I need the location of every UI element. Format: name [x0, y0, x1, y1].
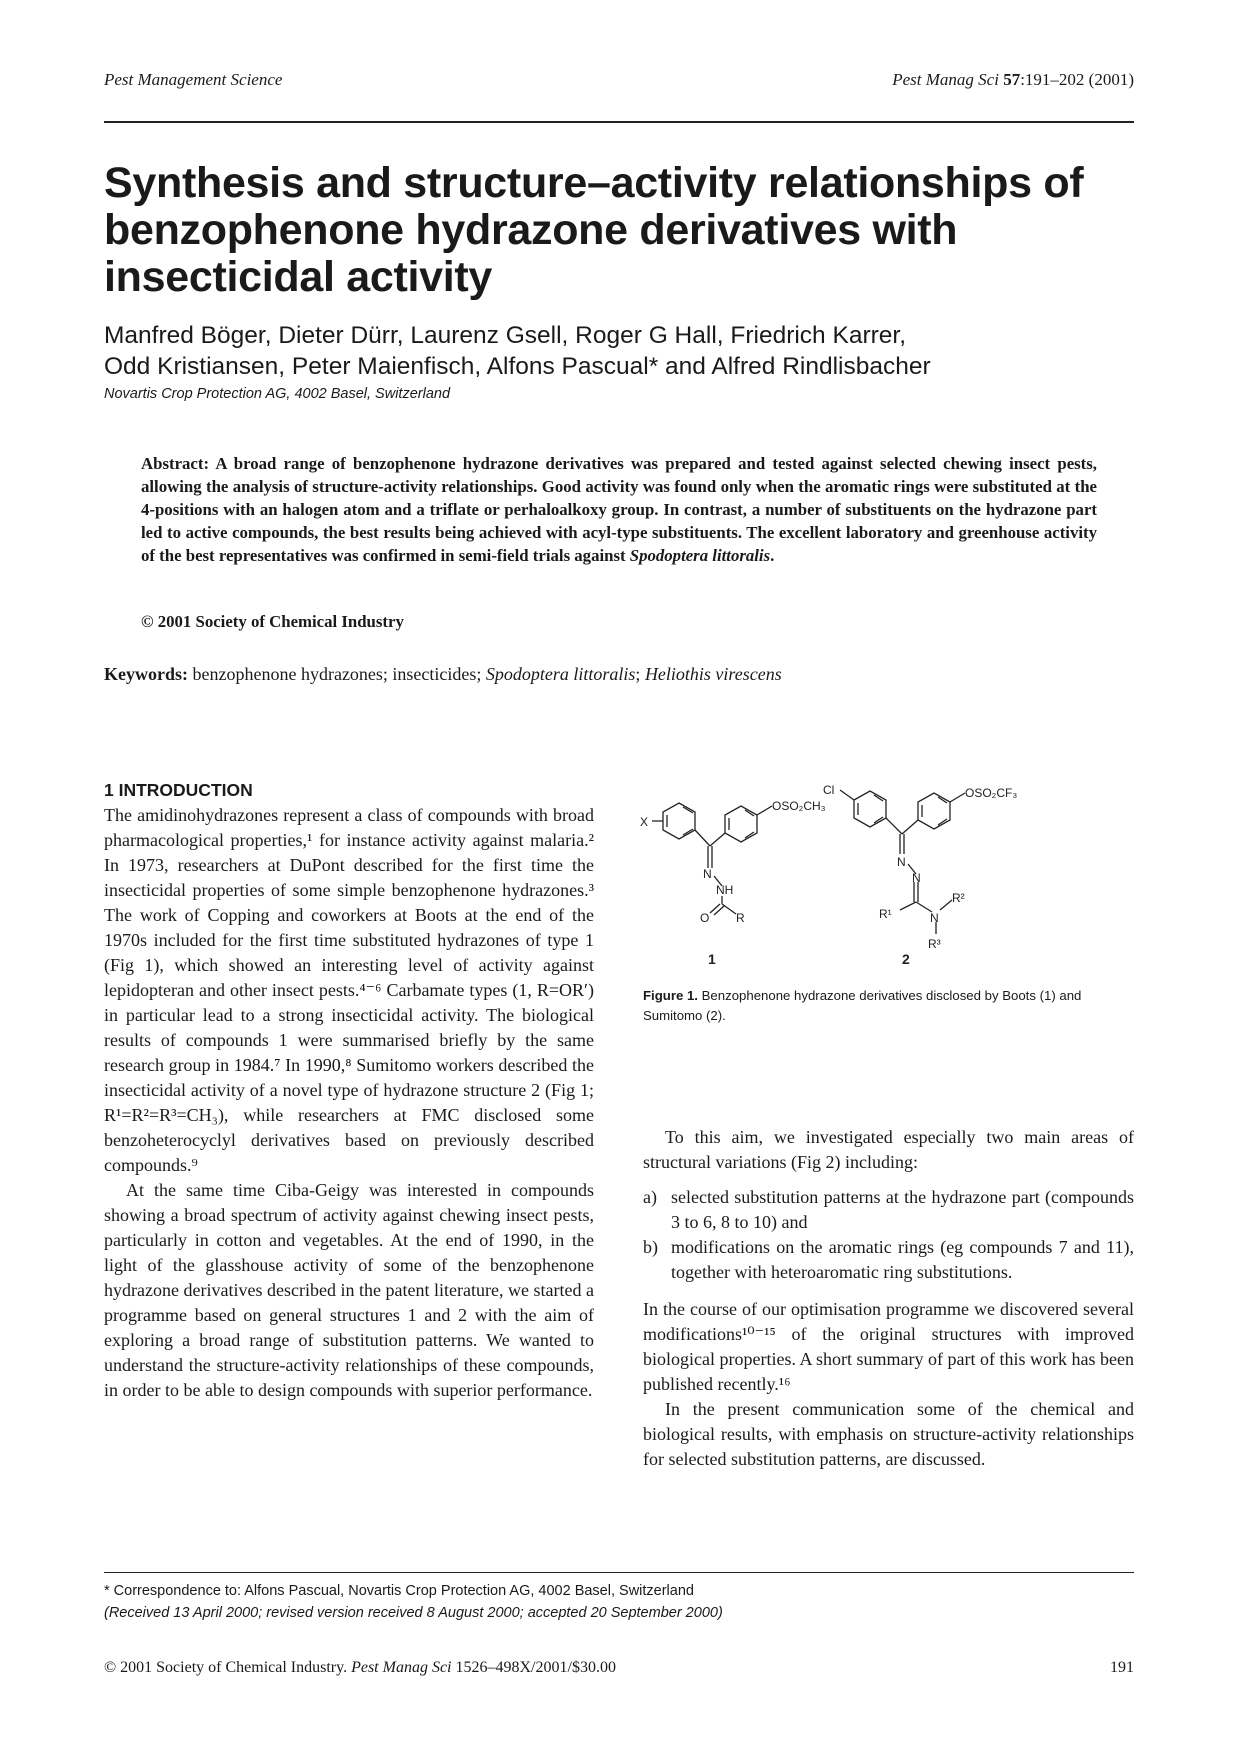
footer-journal: Pest Manag Sci — [351, 1659, 452, 1676]
author-list — [104, 320, 1134, 382]
intro-paragraph-2: At the same time Ciba-Geigy was interested in compounds showing a broad spectrum of activity against chewing insect pests, particularly in cotton and vegetables. At the end of 1990, in the light of the glasshouse activity of some of the benzophenone hydrazone derivatives described in the patent literature, we started a programme based on general structures 1 and 2 with the aim of exploring a broad range of substitution patterns. We wanted to understand the structure-activity relationships of these compounds, in order to be able to design compounds with superior performance. — [104, 1180, 594, 1400]
keywords: Keywords: benzophenone hydrazones; insecticides; Spodoptera littoralis; Heliothis virescens — [104, 664, 782, 684]
compound-2-r2: R² — [952, 891, 965, 905]
right-paragraph-3: In the present communication some of the chemical and biological results, with emphasis on structure-activity relationships for selected substitution patterns, are discussed. — [643, 1399, 1134, 1469]
keywords-plain: benzophenone hydrazones; insecticides; — [192, 664, 482, 684]
article-title: Synthesis and structure–activity relationships of benzophenone hydrazone derivatives with insecticidal activity — [104, 159, 1084, 301]
keywords-label: Keywords: — [104, 664, 188, 684]
list-item-text: modifications on the aromatic rings (eg compounds 7 and 11), together with heteroaromatic ring substitutions. — [671, 1237, 1134, 1282]
list-item — [643, 1185, 1134, 1235]
author-line-1: Manfred Böger, Dieter Dürr, Laurenz Gsell, Roger G Hall, Friedrich Karrer, — [104, 322, 907, 349]
footer-issn: 1526–498X/2001/$30.00 — [455, 1659, 616, 1676]
variation-list — [643, 1185, 1134, 1285]
list-item — [643, 1235, 1134, 1285]
running-head — [104, 70, 1134, 98]
list-item-label: b) — [643, 1237, 658, 1257]
citation-journal: Pest Manag Sci — [892, 70, 999, 89]
compound-2-n3: N — [930, 911, 939, 925]
header-rule — [104, 121, 1134, 123]
section-heading: 1 INTRODUCTION — [104, 780, 253, 800]
right-paragraph-2: In the course of our optimisation programme we discovered several modifications¹⁰⁻¹⁵ of the original structures with improved biological properties. A short summary of part of this work has been published recently.¹⁶ — [643, 1299, 1134, 1394]
keyword-species-2: Heliothis virescens — [644, 664, 782, 684]
compound-2-r1: R¹ — [879, 907, 892, 921]
compound-1-x: X — [640, 815, 649, 829]
list-item-label: a) — [643, 1187, 657, 1207]
compound-1-o: O — [700, 911, 710, 925]
journal-citation — [892, 70, 1134, 90]
compound-2-osocf3: OSO₂CF₃ — [965, 786, 1018, 800]
introduction-section — [104, 780, 594, 1403]
footnote-rule — [104, 1572, 1134, 1573]
journal-name: Pest Management Science — [104, 70, 283, 89]
abstract: Abstract: A broad range of benzophenone hydrazone derivatives was prepared and tested against selected chewing insect pests, allowing the analysis of structure-activity relationships. Good activity was found only when the aromatic rings were substituted at the 4-positions with an halogen atom and a triflate or perhaloalkoxy group. In contrast, a number of substituents on the hydrazone part led to active compounds, the best results being achieved with acyl-type substituents. The excellent laboratory and greenhouse activity of the best representatives was confirmed in semi-field trials against Spodoptera littoralis. — [141, 454, 1097, 565]
abstract-species: Spodoptera littoralis — [629, 546, 771, 565]
compound-1-label: 1 — [708, 951, 716, 967]
compound-2-label: 2 — [902, 951, 910, 967]
compound-2-r3: R³ — [928, 937, 941, 951]
compound-2-n1: N — [897, 855, 906, 869]
right-paragraph-1: To this aim, we investigated especially two main areas of structural variations (Fig 2) including: — [643, 1127, 1134, 1172]
list-item-text: selected substitution patterns at the hydrazone part (compounds 3 to 6, 8 to 10) and — [671, 1187, 1134, 1232]
page-footer — [104, 1659, 1134, 1677]
correspondence-note: * Correspondence to: Alfons Pascual, Novartis Crop Protection AG, 4002 Basel, Switzerland — [104, 1583, 694, 1599]
compound-1-r: R — [736, 911, 745, 925]
keyword-species-1: Spodoptera littoralis — [485, 664, 636, 684]
right-column-text — [643, 1125, 1134, 1472]
compound-1-n: N — [703, 867, 712, 881]
abstract-text: Abstract: A broad range of benzophenone hydrazone derivatives was prepared and tested against selected chewing insect pests, allowing the analysis of structure-activity relationships. Good activity was found only when the aromatic rings were substituted at the 4-positions with an halogen atom and a triflate or perhaloalkoxy group. In contrast, a number of substituents on the hydrazone part led to active compounds, the best results being achieved with acyl-type substituents. The excellent laboratory and greenhouse activity of the best representatives was confirmed in semi-field trials against — [141, 454, 1097, 565]
intro-paragraph-1: The amidinohydrazones represent a class of compounds with broad pharmacological properties,¹ for instance activity against malaria.² In 1973, researchers at DuPont described for the first time the insecticidal properties of some simple benzophenone hydrazones.³ The work of Copping and coworkers at Boots at the end of the 1970s included for the first time substituted hydrazones of type 1 (Fig 1), which showed an interesting level of activity against lepidopteran and other insect pests.⁴⁻⁶ Carbamate types (1, R=OR′) in particular lead to a strong insecticidal activity. The biological results of compounds 1 were summarised briefly by the same research group in 1984.⁷ In 1990,⁸ Sumitomo workers described the insecticidal activity of a novel type of hydrazone structure 2 (Fig 1; R¹=R²=R³=CH₃), while researchers at FMC disclosed some benzoheterocyclyl derivatives based on previously described compounds.⁹ — [104, 805, 594, 1175]
figure-caption-text: Benzophenone hydrazone derivatives disclosed by Boots (1) and Sumitomo (2). — [643, 988, 1082, 1023]
footnotes — [104, 1580, 723, 1624]
compound-2-n2: N — [912, 871, 921, 885]
figure-1-structures — [640, 776, 1140, 1016]
compound-2-cl: Cl — [823, 783, 835, 797]
abstract-copyright: © 2001 Society of Chemical Industry — [141, 612, 404, 631]
author-line-2: Odd Kristiansen, Peter Maienfisch, Alfons Pascual* and Alfred Rindlisbacher — [104, 353, 931, 380]
footer-copyright: © 2001 Society of Chemical Industry. — [104, 1659, 348, 1676]
figure-caption-label: Figure 1. — [643, 988, 698, 1003]
compound-1-nh: NH — [716, 883, 734, 897]
figure-1-caption — [643, 986, 1123, 1026]
received-dates: (Received 13 April 2000; revised version received 8 August 2000; accepted 20 September 2000) — [104, 1605, 723, 1621]
compound-1-osoch3: OSO₂CH₃ — [772, 799, 826, 813]
citation-pages: :191–202 (2001) — [1020, 70, 1134, 89]
citation-volume: 57 — [1003, 70, 1021, 89]
compound-1-structure — [652, 803, 772, 915]
page-number: 191 — [1110, 1659, 1134, 1676]
affiliation: Novartis Crop Protection AG, 4002 Basel, Switzerland — [104, 386, 451, 402]
